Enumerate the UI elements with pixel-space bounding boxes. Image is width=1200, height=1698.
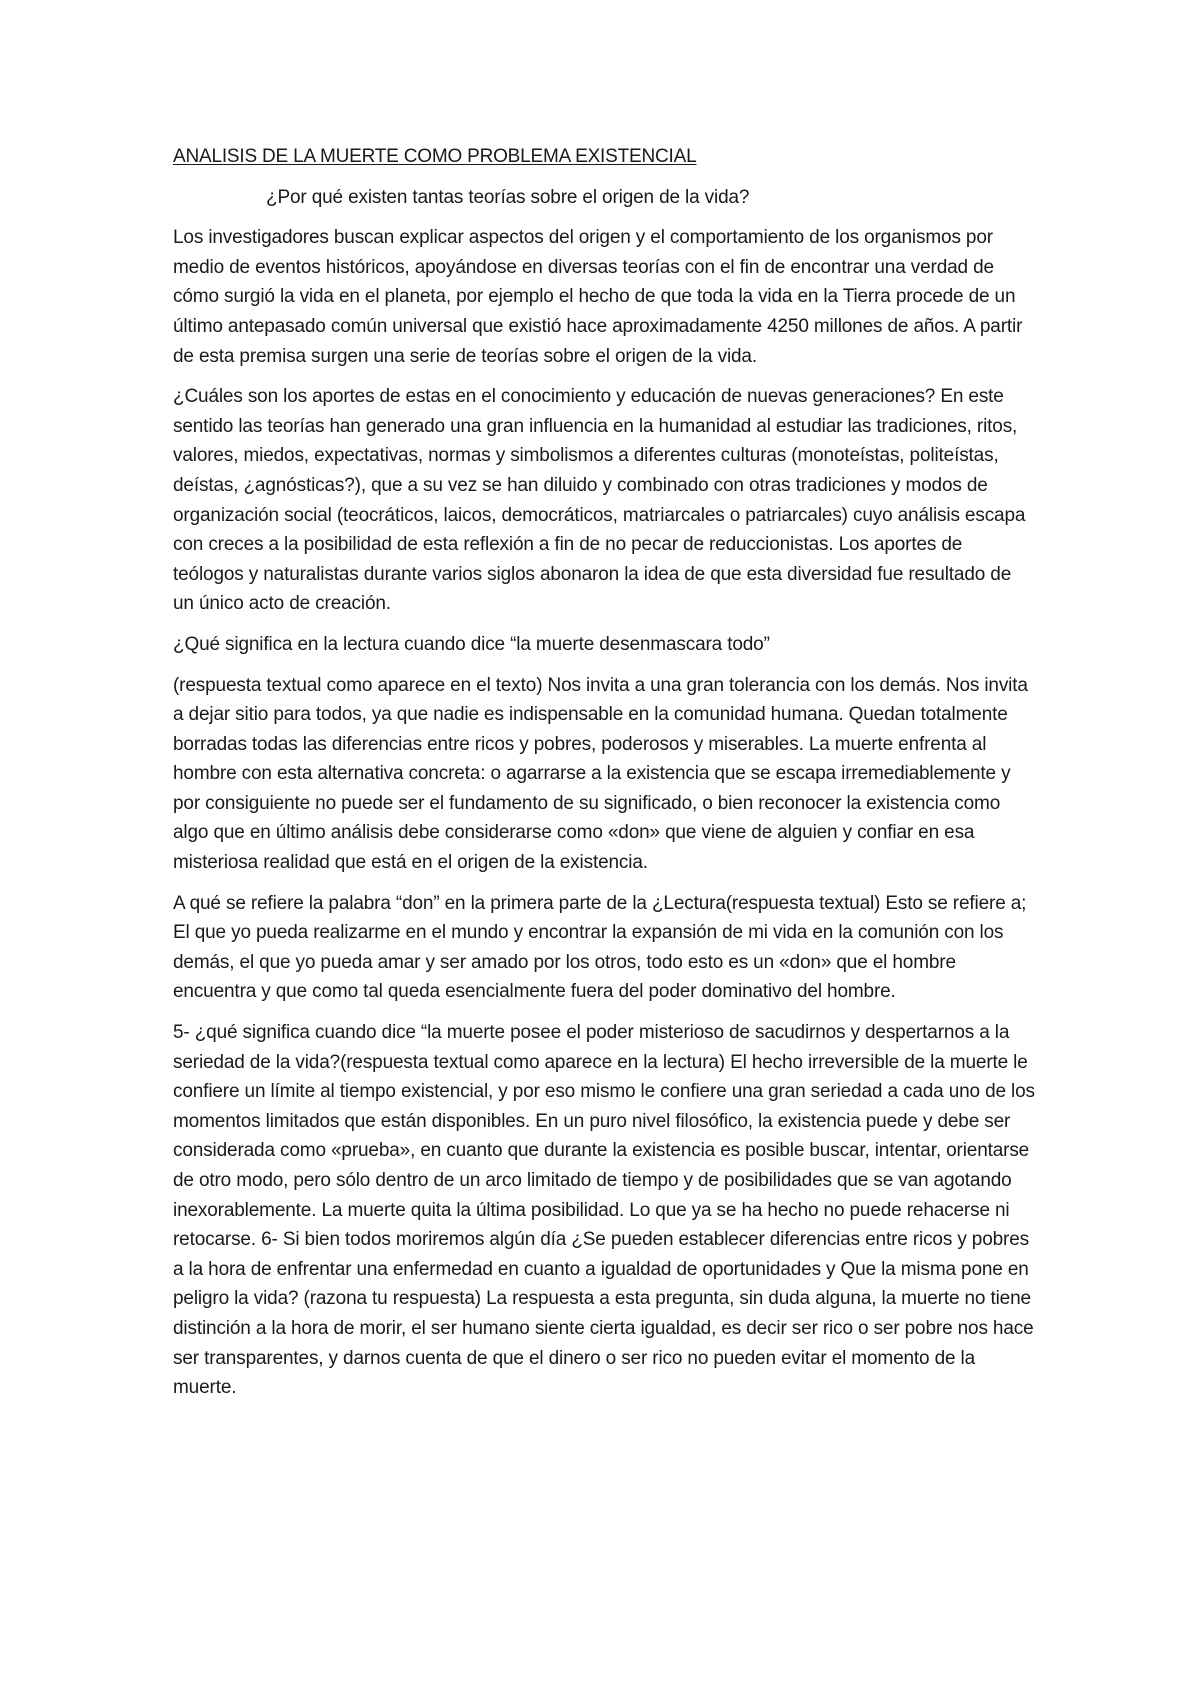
question-origin-of-life: ¿Por qué existen tantas teorías sobre el origen de la vida? xyxy=(266,186,750,208)
paragraph-don-meaning: A qué se refiere la palabra “don” en la primera parte de la ¿Lectura(respuesta textual) Esto se refiere a; El que yo pueda realizarme en el mundo y encontrar la expansión de mi vida en la comunión con los demás, el que yo pueda amar y ser amado por los otros, todo esto es un «don» que el hombre encuentra y que como tal queda esencialmente fuera del poder dominativo del hombre. xyxy=(173,892,1027,1003)
paragraph-tolerance: (respuesta textual como aparece en el texto) Nos invita a una gran tolerancia con los demás. Nos invita a dejar sitio para todos, ya que nadie es indispensable en la comunidad humana. Quedan totalmente borradas todas las diferencias entre ricos y pobres, poderosos y miserables. La muerte enfrenta al hombre con esta alternativa concreta: o agarrarse a la existencia que se escapa irremediablemente y por consiguiente no puede ser el fundamento de su significado, o bien reconocer la existencia como algo que en último análisis debe considerarse como «don» que viene de alguien y confiar en esa misteriosa realidad que está en el origen de la existencia. xyxy=(173,674,1028,874)
paragraph-origin-theories: Los investigadores buscan explicar aspectos del origen y el comportamiento de los organismos por medio de eventos históricos, apoyándose en diversas teorías con el fin de encontrar una verdad de cómo surgió la vida en el planeta, por ejemplo el hecho de que toda la vida en la Tierra procede de un último antepasado común universal que existió hace aproximadamente 4250 millones de años. A partir de esta premisa surgen una serie de teorías sobre el origen de la vida. xyxy=(173,227,1023,367)
paragraph-contributions: ¿Cuáles son los aportes de estas en el conocimiento y educación de nuevas generaciones? En este sentido las teorías han generado una gran influencia en la humanidad al estudiar las tradiciones, ritos, valores, miedos, expectativas, normas y simbolismos a diferentes culturas (monoteístas, politeístas, deístas, ¿agnósticas?), que a su vez se han diluido y combinado con otras tradiciones y modos de organización social (teocráticos, laicos, democráticos, matriarcales o patriarcales) cuyo análisis escapa con creces a la posibilidad de esta reflexión a fin de no pecar de reduccionistas. Los aportes de teólogos y naturalistas durante varios siglos abonaron la idea de que esta diversidad fue resultado de un único acto de creación. xyxy=(173,386,1026,615)
document-body xyxy=(173,142,1035,1414)
question-death-unmasks: ¿Qué significa en la lectura cuando dice “la muerte desenmascara todo” xyxy=(173,633,770,655)
document-title: ANALISIS DE LA MUERTE COMO PROBLEMA EXISTENCIAL xyxy=(173,146,697,167)
paragraph-seriousness-of-life: 5- ¿qué significa cuando dice “la muerte posee el poder misterioso de sacudirnos y despertarnos a la seriedad de la vida?(respuesta textual como aparece en la lectura) El hecho irreversible de la muerte le confiere un límite al tiempo existencial, y por eso mismo le confiere una gran seriedad a cada uno de los momentos limitados que están disponibles. En un puro nivel filosófico, la existencia puede y debe ser considerada como «prueba», en cuanto que durante la existencia es posible buscar, intentar, orientarse de otro modo, pero sólo dentro de un arco limitado de tiempo y de posibilidades que se van agotando inexorablemente. La muerte quita la última posibilidad. Lo que ya se ha hecho no puede rehacerse ni retocarse. 6- Si bien todos moriremos algún día ¿Se pueden establecer diferencias entre ricos y pobres a la hora de enfrentar una enfermedad en cuanto a igualdad de oportunidades y Que la misma pone en peligro la vida? (razona tu respuesta) La respuesta a esta pregunta, sin duda alguna, la muerte no tiene distinción a la hora de morir, el ser humano siente cierta igualdad, es decir ser rico o ser pobre nos hace ser transparentes, y darnos cuenta de que el dinero o ser rico no pueden evitar el momento de la muerte. xyxy=(173,1022,1035,1399)
